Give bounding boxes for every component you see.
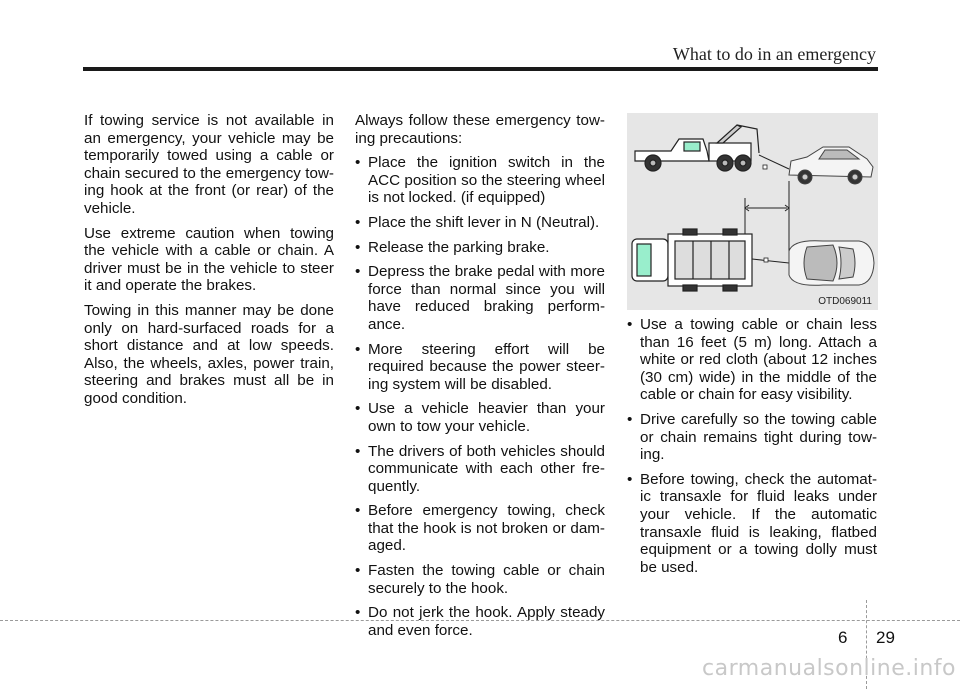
tow-truck-and-car-drawing <box>627 113 878 310</box>
column-2 <box>355 112 605 646</box>
list-item: • More steering effort will be required because the power steer-ing system will be disabled. <box>355 341 605 394</box>
list-item: • Drive carefully so the towing cable or chain remains tight during tow-ing. <box>627 411 877 464</box>
page-number: 29 <box>876 628 895 647</box>
list-item: • Use a towing cable or chain less than 16 feet (5 m) long. Attach a white or red cloth (about 12 inches (30 cm) wide) in the middle of the cable or chain for easy visibility. <box>627 316 877 404</box>
column-3 <box>627 316 877 583</box>
tow-truck-side-icon <box>635 125 759 171</box>
chapter-number: 6 <box>838 628 848 647</box>
towed-car-top-icon <box>789 241 874 286</box>
paragraph: Use extreme caution when towing the vehicle with a cable or chain. A driver must be in the vehicle to steer it and operate the brakes. <box>84 224 334 295</box>
list-item: • Release the parking brake. <box>355 239 605 257</box>
list-item: • Fasten the towing cable or chain securely to the hook. <box>355 562 605 597</box>
list-item: • Place the ignition switch in the ACC position so the steering wheel is not locked. (if equipped) <box>355 154 605 207</box>
paragraph: Towing in this manner may be done only on hard-surfaced roads for a short distance and at low speeds. Also, the wheels, axles, power train, steering and brakes must all be in good condition. <box>84 301 334 407</box>
list-item: • Use a vehicle heavier than your own to tow your vehicle. <box>355 400 605 435</box>
footer-rule <box>0 620 960 621</box>
header-rule <box>83 67 878 71</box>
precautions-intro: Always follow these emergency tow-ing precautions: <box>355 112 605 147</box>
towing-tips-list <box>627 316 877 576</box>
list-item: • Depress the brake pedal with more force than normal since you will have reduced braking perform-ance. <box>355 263 605 333</box>
towing-illustration <box>627 113 878 310</box>
list-item: • Place the shift lever in N (Neutral). <box>355 214 605 232</box>
precautions-list <box>355 154 605 639</box>
watermark: carmanualsonline.info <box>702 656 956 681</box>
column-1 <box>84 112 334 415</box>
list-item: • Before emergency towing, check that the hook is not broken or dam-aged. <box>355 502 605 555</box>
list-item: • Before towing, check the automat-ic transaxle for fluid leaks under your vehicle. If the automatic transaxle fluid is leaking, flatbed equipment or a towing dolly must be used. <box>627 471 877 577</box>
figure-code: OTD069011 <box>818 296 872 307</box>
paragraph: If towing service is not available in an emergency, your vehicle may be temporarily towed using a cable or chain secured to the emergency tow-ing hook at the front (or rear) of the vehicle. <box>84 112 334 217</box>
towed-car-side-icon <box>789 147 873 184</box>
list-item: • Do not jerk the hook. Apply steady and even force. <box>355 604 605 639</box>
list-item: • The drivers of both vehicles should communicate with each other fre-quently. <box>355 443 605 496</box>
section-title: What to do in an emergency <box>672 44 876 64</box>
tow-truck-top-icon <box>632 229 752 291</box>
tow-cable-top <box>752 259 789 263</box>
